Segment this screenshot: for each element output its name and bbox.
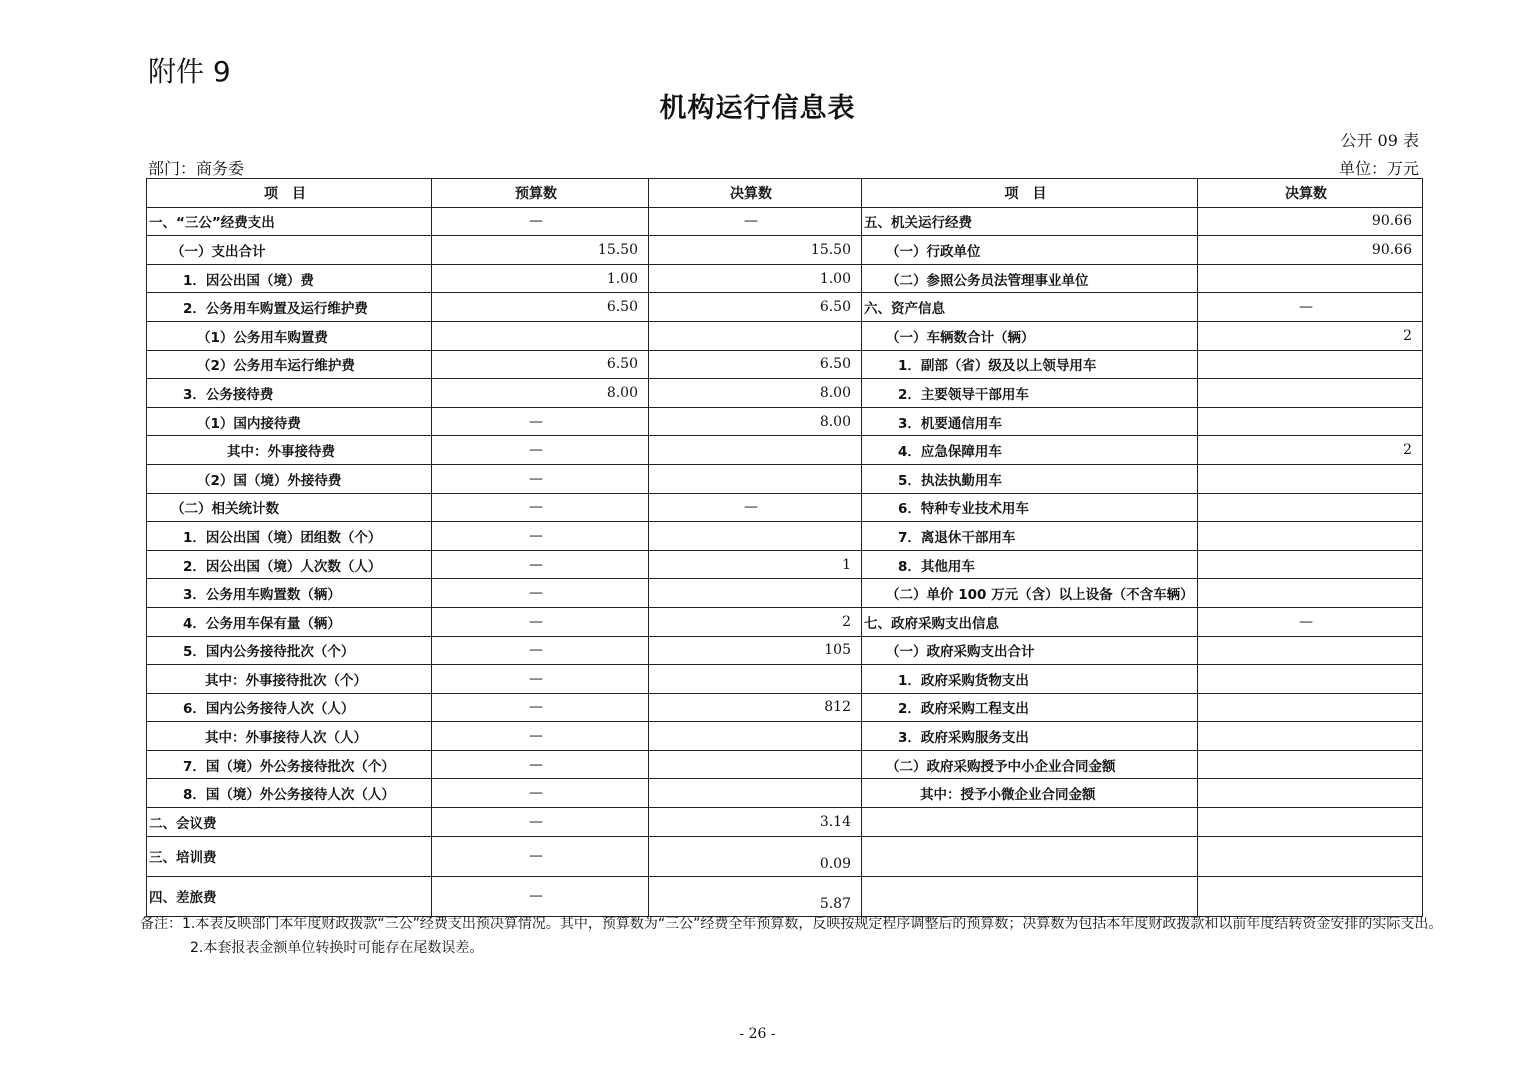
left-item-label: （1）公务用车购置费 xyxy=(147,321,432,350)
right-final-value xyxy=(1198,836,1423,876)
budget-value: — xyxy=(432,579,649,608)
right-item-label: 七、政府采购支出信息 xyxy=(862,607,1198,636)
budget-value: — xyxy=(432,636,649,665)
right-final-value: 2 xyxy=(1198,436,1423,465)
department-label: 部门：商务委 xyxy=(148,159,245,178)
right-item-label: 8．其他用车 xyxy=(862,550,1198,579)
right-item-label: （一）行政单位 xyxy=(862,236,1198,265)
final-value xyxy=(649,522,862,551)
right-item-label: （二）单价 100 万元（含）以上设备（不含车辆） xyxy=(862,579,1198,608)
final-value: 3.14 xyxy=(649,808,862,837)
budget-value: — xyxy=(432,750,649,779)
right-item-label: 3．机要通信用车 xyxy=(862,407,1198,436)
final-value: 6.50 xyxy=(649,350,862,379)
table-row xyxy=(147,493,1423,522)
table-row xyxy=(147,407,1423,436)
right-final-value xyxy=(1198,876,1423,916)
table-row xyxy=(147,379,1423,408)
table-row xyxy=(147,579,1423,608)
budget-value: — xyxy=(432,665,649,694)
header-final: 决算数 xyxy=(649,179,862,208)
right-final-value xyxy=(1198,636,1423,665)
header-final-right: 决算数 xyxy=(1198,179,1423,208)
final-value: 5.87 xyxy=(649,876,862,916)
right-final-value: — xyxy=(1198,607,1423,636)
final-value xyxy=(649,464,862,493)
right-item-label: 7．离退休干部用车 xyxy=(862,522,1198,551)
left-item-label: 4．公务用车保有量（辆） xyxy=(147,607,432,636)
left-item-label: （1）国内接待费 xyxy=(147,407,432,436)
final-value: 0.09 xyxy=(649,836,862,876)
right-item-label: （二）政府采购授予中小企业合同金额 xyxy=(862,750,1198,779)
table-row xyxy=(147,293,1423,322)
table-row xyxy=(147,550,1423,579)
table-row xyxy=(147,693,1423,722)
right-item-label xyxy=(862,836,1198,876)
left-item-label: （一）支出合计 xyxy=(147,236,432,265)
left-item-label: 四、差旅费 xyxy=(147,876,432,916)
final-value: 105 xyxy=(649,636,862,665)
table-header-row xyxy=(147,179,1423,208)
table-row xyxy=(147,264,1423,293)
budget-value: 15.50 xyxy=(432,236,649,265)
left-item-label: 三、培训费 xyxy=(147,836,432,876)
right-item-label: （一）政府采购支出合计 xyxy=(862,636,1198,665)
final-value xyxy=(649,579,862,608)
table-row xyxy=(147,636,1423,665)
right-final-value xyxy=(1198,264,1423,293)
final-value: 8.00 xyxy=(649,379,862,408)
right-final-value xyxy=(1198,493,1423,522)
right-final-value xyxy=(1198,350,1423,379)
table-row xyxy=(147,607,1423,636)
right-item-label: 4．应急保障用车 xyxy=(862,436,1198,465)
final-value: 1 xyxy=(649,550,862,579)
right-final-value xyxy=(1198,464,1423,493)
right-final-value xyxy=(1198,579,1423,608)
final-value xyxy=(649,665,862,694)
table-row xyxy=(147,464,1423,493)
budget-value: — xyxy=(432,779,649,808)
page-title: 机构运行信息表 xyxy=(659,93,856,124)
right-item-label: 1．副部（省）级及以上领导用车 xyxy=(862,350,1198,379)
final-value xyxy=(649,321,862,350)
budget-value: — xyxy=(432,464,649,493)
final-value: 8.00 xyxy=(649,407,862,436)
header-item-left: 项 目 xyxy=(147,179,432,208)
left-item-label: 一、“三公”经费支出 xyxy=(147,207,432,236)
right-item-label: 5．执法执勤用车 xyxy=(862,464,1198,493)
right-item-label: 六、资产信息 xyxy=(862,293,1198,322)
right-item-label xyxy=(862,876,1198,916)
operation-info-table xyxy=(146,178,1423,917)
budget-value: 6.50 xyxy=(432,350,649,379)
table-row xyxy=(147,779,1423,808)
budget-value: — xyxy=(432,693,649,722)
right-item-label: 五、机关运行经费 xyxy=(862,207,1198,236)
final-value: 15.50 xyxy=(649,236,862,265)
table-row xyxy=(147,350,1423,379)
right-final-value xyxy=(1198,379,1423,408)
left-item-label: 7．国（境）外公务接待批次（个） xyxy=(147,750,432,779)
right-final-value: 90.66 xyxy=(1198,207,1423,236)
right-final-value xyxy=(1198,522,1423,551)
budget-value: 6.50 xyxy=(432,293,649,322)
right-final-value xyxy=(1198,722,1423,751)
left-item-label: （2）公务用车运行维护费 xyxy=(147,350,432,379)
right-item-label: 1．政府采购货物支出 xyxy=(862,665,1198,694)
left-item-label: 其中：外事接待人次（人） xyxy=(147,722,432,751)
final-value: 812 xyxy=(649,693,862,722)
right-final-value xyxy=(1198,750,1423,779)
header-item-right: 项 目 xyxy=(862,179,1198,208)
notes xyxy=(94,912,1484,960)
final-value xyxy=(649,436,862,465)
budget-value: — xyxy=(432,522,649,551)
left-item-label: 5．国内公务接待批次（个） xyxy=(147,636,432,665)
budget-value: 8.00 xyxy=(432,379,649,408)
final-value: — xyxy=(649,493,862,522)
budget-value: — xyxy=(432,836,649,876)
right-final-value xyxy=(1198,407,1423,436)
page-number: - 26 - xyxy=(739,1026,776,1042)
unit-label: 单位：万元 xyxy=(1338,159,1419,178)
right-final-value: 2 xyxy=(1198,321,1423,350)
table-row xyxy=(147,722,1423,751)
budget-value: — xyxy=(432,550,649,579)
final-value: — xyxy=(649,207,862,236)
left-item-label: （二）相关统计数 xyxy=(147,493,432,522)
budget-value: — xyxy=(432,607,649,636)
final-value: 2 xyxy=(649,607,862,636)
left-item-label: 其中：外事接待批次（个） xyxy=(147,665,432,694)
table-row xyxy=(147,522,1423,551)
right-item-label: 其中：授予小微企业合同金额 xyxy=(862,779,1198,808)
left-item-label: 3．公务用车购置数（辆） xyxy=(147,579,432,608)
budget-value: — xyxy=(432,722,649,751)
left-item-label: 1．因公出国（境）费 xyxy=(147,264,432,293)
table-row xyxy=(147,665,1423,694)
form-code: 公开 09 表 xyxy=(1340,131,1419,150)
final-value xyxy=(649,779,862,808)
final-value: 6.50 xyxy=(649,293,862,322)
right-item-label xyxy=(862,808,1198,837)
table-row xyxy=(147,808,1423,837)
right-item-label: （一）车辆数合计（辆） xyxy=(862,321,1198,350)
left-item-label: 8．国（境）外公务接待人次（人） xyxy=(147,779,432,808)
right-final-value: 90.66 xyxy=(1198,236,1423,265)
budget-value: — xyxy=(432,207,649,236)
left-item-label: 2．因公出国（境）人次数（人） xyxy=(147,550,432,579)
table-row xyxy=(147,836,1423,876)
left-item-label: 2．公务用车购置及运行维护费 xyxy=(147,293,432,322)
attachment-label: 附件 9 xyxy=(148,55,231,88)
budget-value: — xyxy=(432,876,649,916)
budget-value: — xyxy=(432,407,649,436)
left-item-label: 其中：外事接待费 xyxy=(147,436,432,465)
right-item-label: （二）参照公务员法管理事业单位 xyxy=(862,264,1198,293)
right-item-label: 2．主要领导干部用车 xyxy=(862,379,1198,408)
final-value xyxy=(649,750,862,779)
right-final-value: — xyxy=(1198,293,1423,322)
left-item-label: 6．国内公务接待人次（人） xyxy=(147,693,432,722)
right-item-label: 2．政府采购工程支出 xyxy=(862,693,1198,722)
table-row xyxy=(147,876,1423,916)
right-item-label: 3．政府采购服务支出 xyxy=(862,722,1198,751)
left-item-label: 1．因公出国（境）团组数（个） xyxy=(147,522,432,551)
final-value xyxy=(649,722,862,751)
table-row xyxy=(147,207,1423,236)
note-1: 备注：1.本表反映部门本年度财政拨款“三公”经费支出预决算情况。其中，预算数为“三公”经费全年预算数，反映按规定程序调整后的预算数；决算数为包括本年度财政拨款和以前年度结转资金安排的实际支出。 xyxy=(140,916,1443,932)
right-final-value xyxy=(1198,550,1423,579)
budget-value: — xyxy=(432,436,649,465)
left-item-label: 二、会议费 xyxy=(147,808,432,837)
left-item-label: 3．公务接待费 xyxy=(147,379,432,408)
table-row xyxy=(147,321,1423,350)
right-final-value xyxy=(1198,665,1423,694)
budget-value: 1.00 xyxy=(432,264,649,293)
right-final-value xyxy=(1198,779,1423,808)
right-item-label: 6．特种专业技术用车 xyxy=(862,493,1198,522)
table-row xyxy=(147,436,1423,465)
header-budget: 预算数 xyxy=(432,179,649,208)
budget-value: — xyxy=(432,493,649,522)
left-item-label: （2）国（境）外接待费 xyxy=(147,464,432,493)
budget-value: — xyxy=(432,808,649,837)
table-row xyxy=(147,750,1423,779)
right-final-value xyxy=(1198,693,1423,722)
note-2: 2.本套报表金额单位转换时可能存在尾数误差。 xyxy=(190,940,484,956)
right-final-value xyxy=(1198,808,1423,837)
table-row xyxy=(147,236,1423,265)
budget-value xyxy=(432,321,649,350)
final-value: 1.00 xyxy=(649,264,862,293)
